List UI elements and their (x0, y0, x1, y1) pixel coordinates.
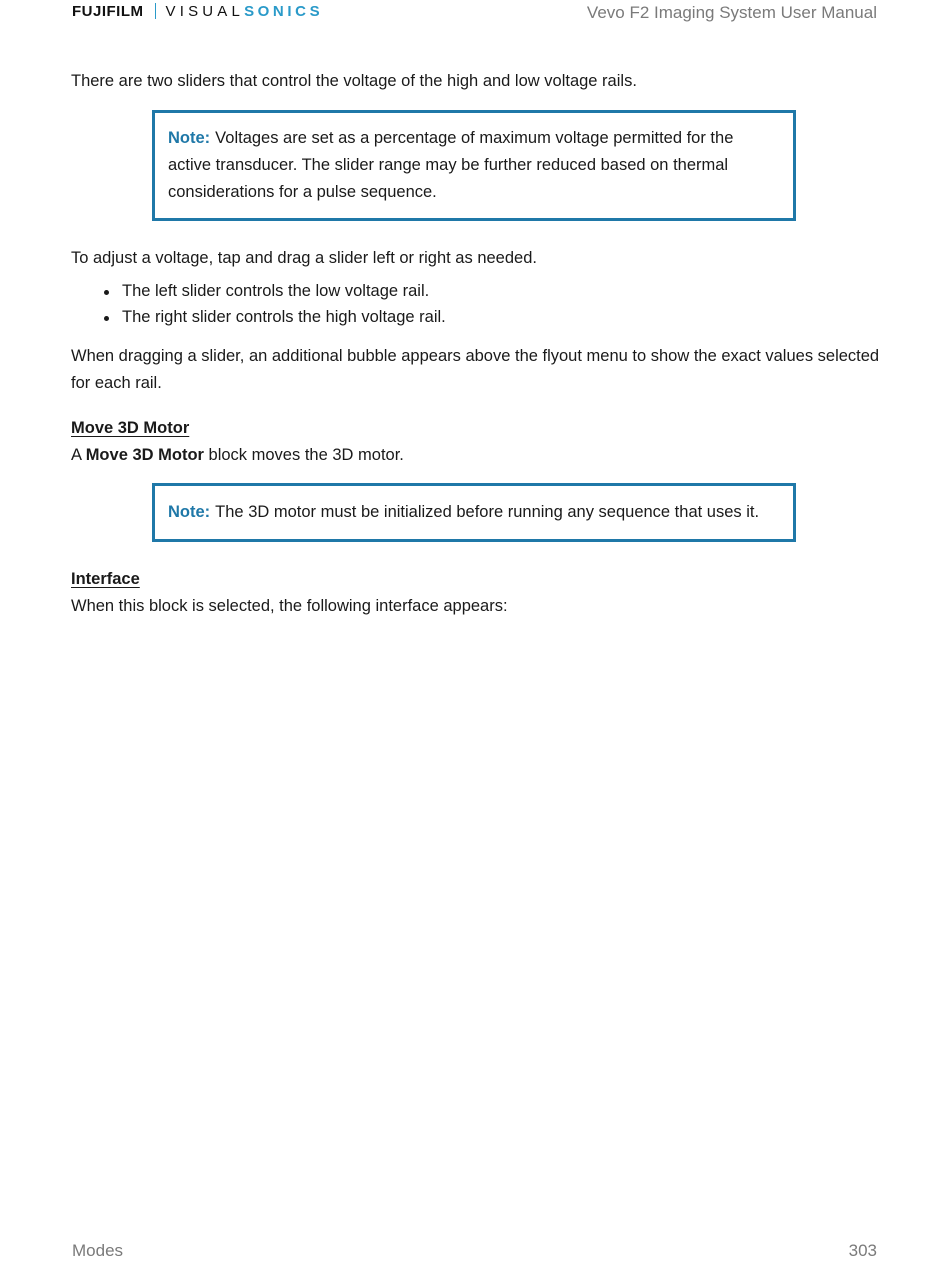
logo-fujifilm-text: FUJIFILM (72, 2, 144, 20)
page-content (71, 68, 881, 620)
note-text: The 3D motor must be initialized before running any sequence that uses it. (215, 503, 760, 521)
section-heading-move-3d-motor: Move 3D Motor (71, 419, 190, 437)
footer-page-number: 303 (848, 1241, 877, 1260)
list-item: The left slider controls the low voltage rail. (122, 278, 881, 304)
text-suffix: block moves the 3D motor. (203, 446, 404, 464)
move-3d-motor-paragraph (71, 442, 881, 469)
interface-paragraph: When this block is selected, the following interface appears: (71, 597, 508, 615)
fujifilm-visualsonics-logo (72, 2, 323, 20)
page-header (0, 0, 950, 40)
note-label: Note: (168, 129, 211, 147)
logo-divider (155, 3, 156, 19)
footer-section-name: Modes (72, 1241, 124, 1260)
note-label: Note: (168, 503, 211, 521)
bold-term: Move 3D Motor (85, 446, 204, 464)
note-box-voltages (152, 110, 796, 221)
note-box-3d-motor (152, 483, 796, 542)
note-text: Voltages are set as a percentage of maximum voltage permitted for the active transducer. The slider range may be further reduced based on thermal considerations for a pulse sequence. (168, 129, 734, 201)
manual-title: Vevo F2 Imaging System User Manual (586, 3, 877, 22)
list-item: The right slider controls the high voltage rail. (122, 304, 881, 330)
logo-visual-text: VISUAL (165, 2, 245, 20)
text-prefix: A (71, 446, 86, 464)
section-heading-interface: Interface (71, 570, 140, 588)
intro-paragraph: There are two sliders that control the voltage of the high and low voltage rails. (71, 72, 637, 90)
adjust-paragraph: To adjust a voltage, tap and drag a slider left or right as needed. (71, 249, 537, 267)
logo-sonics-text: SONICS (244, 2, 324, 20)
dragging-paragraph: When dragging a slider, an additional bubble appears above the flyout menu to show the exact values selected for each rail. (71, 347, 880, 392)
slider-bullet-list (71, 278, 881, 330)
